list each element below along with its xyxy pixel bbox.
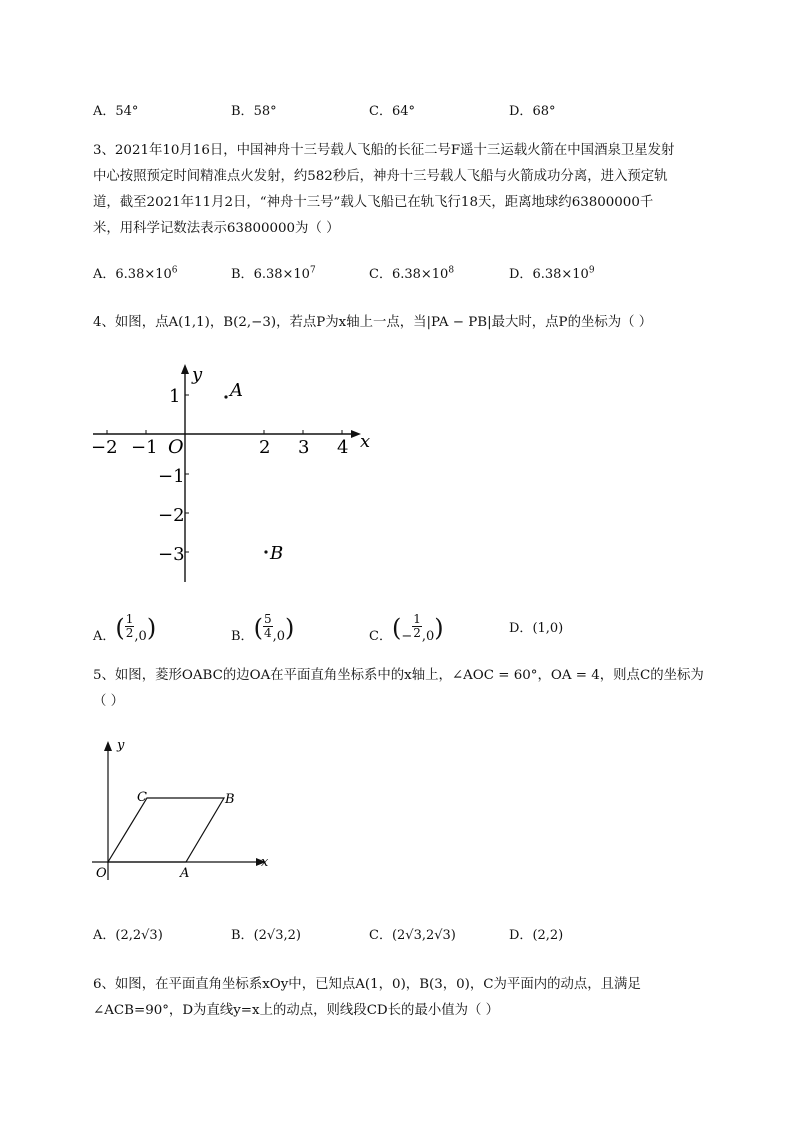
q5-rhombus xyxy=(108,798,224,862)
q4-point-a-label: A xyxy=(230,380,243,401)
q4-x-tick: 2 xyxy=(259,437,271,458)
q4-point-b-dot xyxy=(264,550,267,553)
q3-line-1: 3、2021年10月16日，中国神舟十三号载人飞船的长征二号F遥十三运载火箭在中国酒泉卫星发射 xyxy=(93,143,675,158)
q4-option-a: A．( $\frac{1}{2}$ ,0) xyxy=(93,612,157,644)
q4-x-tick: −1 xyxy=(131,437,158,458)
q4-x-tick: 4 xyxy=(337,437,349,458)
q2-option-c: C．64° xyxy=(369,104,415,119)
q4-x-tick: 3 xyxy=(298,437,310,458)
q4-y-tick: −1 xyxy=(158,466,185,487)
q3-option-c: C．$6.38\times 10^8$ xyxy=(369,265,455,282)
q3-line-2: 中心按照预定时间精准点火发射，约582秒后，神舟十三号载人飞船与火箭成功分离，进入预定轨 xyxy=(93,169,668,184)
q2-option-a: A．54° xyxy=(93,104,139,119)
q5-label-c: C xyxy=(137,790,147,805)
q2-option-d: D．68° xyxy=(509,104,556,119)
q5-label-b: B xyxy=(225,792,235,807)
q3-line-4: 米，用科学记数法表示63800000为（ ） xyxy=(93,221,340,236)
q4-y-arrow-icon xyxy=(181,364,189,374)
q3-option-b: B．$6.38\times 10^7$ xyxy=(231,265,316,282)
q4-coordinate-figure xyxy=(85,360,385,590)
q5-option-c: C．(2√3,2√3) xyxy=(369,928,456,943)
q3-stem xyxy=(93,138,713,242)
q5-rhombus-figure xyxy=(90,732,280,882)
q3-option-d: D．$6.38\times 10^9$ xyxy=(509,265,595,282)
q4-point-b-label: B xyxy=(270,543,284,564)
q5-option-d: D．(2,2) xyxy=(509,928,564,943)
q6-stem-line-2: ∠ACB=90°，D为直线y=x上的动点，则线段CD长的最小值为（ ） xyxy=(93,1003,500,1018)
q4-stem: 4、如图，点A(1,1)，B(2,−3)，若点P为x轴上一点，当|PA − PB|最大时，点P的坐标为（ ） xyxy=(93,315,653,330)
q4-x-tick: −2 xyxy=(91,437,118,458)
q5-y-axis-label: y xyxy=(117,738,125,753)
q6-stem-line-1: 6、如图，在平面直角坐标系xOy中，已知点A(1，0)，B(3，0)，C为平面内的动点，且满足 xyxy=(93,977,641,992)
q4-option-d: D．(1,0) xyxy=(509,621,564,636)
q5-y-arrow-icon xyxy=(104,741,112,751)
q5-label-o: O xyxy=(96,866,107,881)
q5-x-axis-label: x xyxy=(261,855,269,870)
q5-option-a: A．(2,2√3) xyxy=(93,928,163,943)
q2-option-b: B．58° xyxy=(231,104,277,119)
q4-y-tick: 1 xyxy=(169,386,181,407)
q5-option-b: B．(2√3,2) xyxy=(231,928,301,943)
q4-origin-label: O xyxy=(168,436,184,458)
q4-option-b: B．( $\frac{5}{4}$ ,0) xyxy=(231,612,295,644)
q4-y-tick: −3 xyxy=(158,544,185,565)
q4-y-axis-label: y xyxy=(192,364,203,385)
q3-option-a: A．$6.38\times 10^6$ xyxy=(93,265,178,282)
q5-stem-line-1: 5、如图，菱形OABC的边OA在平面直角坐标系中的x轴上，∠AOC = 60°，OA = 4，则点C的坐标为 xyxy=(93,668,704,683)
q5-label-a: A xyxy=(180,866,190,881)
q4-y-tick: −2 xyxy=(158,505,185,526)
q5-stem-line-2: （ ） xyxy=(93,694,125,709)
q3-line-3: 道，截至2021年11月2日，“神舟十三号”载人飞船已在轨飞行18天，距离地球约63800000千 xyxy=(93,195,654,210)
q4-x-axis-label: x xyxy=(360,431,371,452)
q4-point-a-dot xyxy=(224,395,227,398)
q4-option-c: C．(− $\frac{1}{2}$ ,0) xyxy=(369,612,444,644)
